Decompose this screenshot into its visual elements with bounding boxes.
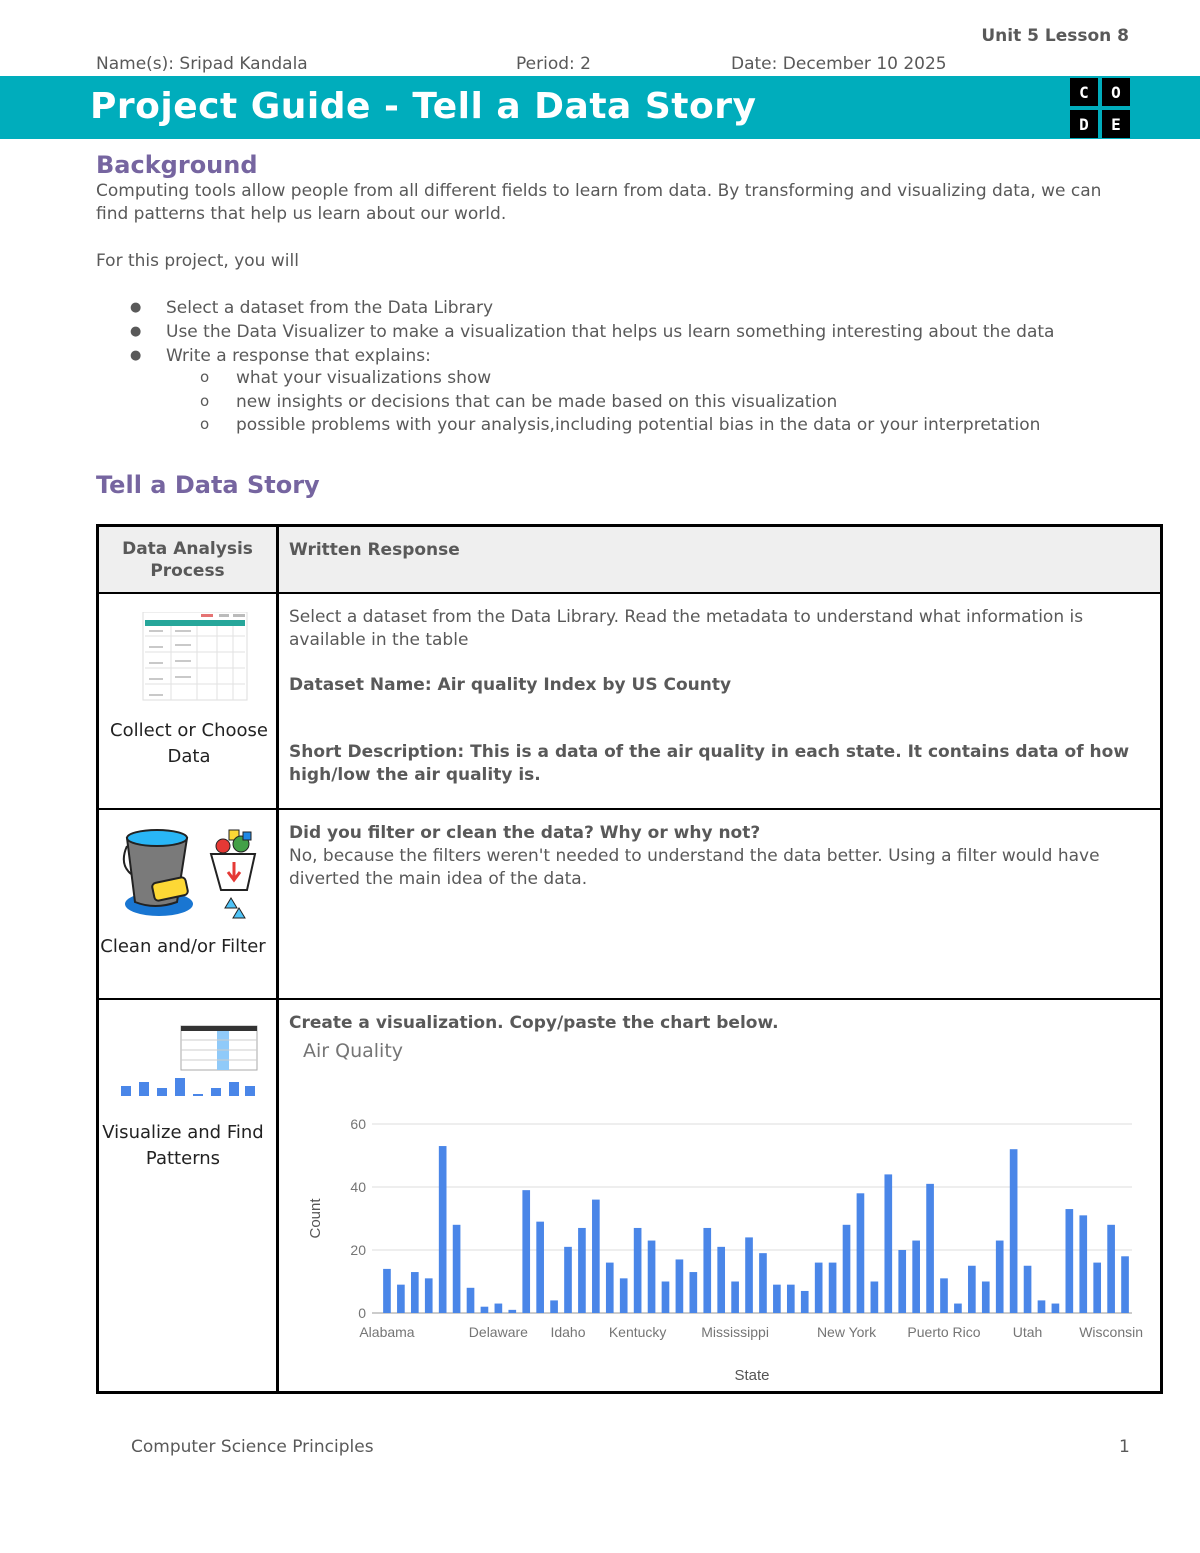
logo-letter: O (1102, 78, 1130, 106)
response-subtask-list (200, 367, 1040, 438)
bar (829, 1263, 837, 1313)
bar (1066, 1209, 1074, 1313)
bar (620, 1278, 628, 1313)
bar (439, 1146, 447, 1313)
clean-question: Did you filter or clean the data? Why or why not? (289, 823, 761, 843)
bar (690, 1272, 698, 1313)
dataset-name: Dataset Name: Air quality Index by US County (289, 675, 732, 695)
bar (982, 1282, 990, 1314)
bar (648, 1241, 656, 1313)
bar (467, 1288, 475, 1313)
x-tick-label: Mississippi (701, 1324, 769, 1340)
project-task-list (130, 296, 1054, 368)
data-table-thumbnail-icon (141, 612, 251, 702)
page-number: 1 (1119, 1437, 1130, 1457)
bar (592, 1200, 600, 1313)
y-tick-label: 20 (350, 1242, 366, 1258)
logo-letter: D (1070, 110, 1098, 138)
x-tick-label: Delaware (468, 1324, 528, 1340)
code-logo (1070, 78, 1132, 140)
bar (411, 1272, 419, 1313)
logo-letter: E (1102, 110, 1130, 138)
page-title: Project Guide - Tell a Data Story (90, 86, 757, 127)
filter-funnel-icon (209, 826, 259, 922)
bar (871, 1282, 879, 1314)
bar (481, 1307, 489, 1313)
bar (787, 1285, 795, 1313)
x-tick-label: Idaho (550, 1324, 586, 1340)
date-field: Date: December 10 2025 (731, 54, 947, 74)
x-tick-label: Utah (1012, 1324, 1043, 1340)
clean-caption: Clean and/or Filter (100, 936, 266, 957)
x-tick-label: Alabama (359, 1324, 415, 1340)
bar (717, 1247, 725, 1313)
bar (773, 1285, 781, 1313)
story-heading: Tell a Data Story (96, 471, 320, 499)
list-item: ● Select a dataset from the Data Library (130, 296, 1054, 320)
bar (1010, 1149, 1018, 1313)
collect-prompt: Select a dataset from the Data Library. Read the metadata to understand what information is available in the table (289, 607, 1084, 650)
bar (954, 1304, 962, 1313)
bar (759, 1253, 767, 1313)
bar (884, 1174, 892, 1313)
air-quality-bar-chart (300, 1100, 1150, 1390)
bar (1107, 1225, 1115, 1313)
y-tick-label: 40 (350, 1179, 366, 1195)
chart-title: Air Quality (303, 1040, 404, 1062)
bar (731, 1282, 739, 1314)
bar (676, 1259, 684, 1313)
name-field: Name(s): Sripad Kandala (96, 54, 308, 74)
bar (843, 1225, 851, 1313)
x-tick-label: Wisconsin (1079, 1324, 1144, 1340)
bar (745, 1237, 753, 1313)
visualize-prompt: Create a visualization. Copy/paste the chart below. (289, 1013, 779, 1033)
bar (912, 1241, 920, 1313)
bar (662, 1282, 670, 1314)
table-row-clean (99, 810, 1160, 1000)
x-tick-label: Kentucky (608, 1324, 667, 1340)
y-tick-label: 60 (350, 1116, 366, 1132)
y-axis-label: Count (307, 1198, 324, 1239)
project-intro: For this project, you will (96, 251, 299, 271)
bar (522, 1190, 530, 1313)
list-item: ● Use the Data Visualizer to make a visualization that helps us learn something interesting about the data (130, 320, 1054, 344)
list-item: o new insights or decisions that can be made based on this visualization (200, 391, 1040, 415)
bar (508, 1310, 516, 1313)
bar (1024, 1266, 1032, 1313)
period-field: Period: 2 (516, 54, 591, 74)
list-item: o possible problems with your analysis,including potential bias in the data or your interpretation (200, 414, 1040, 438)
bar (801, 1291, 809, 1313)
clean-answer: No, because the filters weren't needed to understand the data better. Using a filter would have diverted the main idea of the data. (289, 846, 1100, 889)
x-axis-label: State (734, 1367, 770, 1384)
table-row-collect (99, 594, 1160, 810)
background-heading: Background (96, 151, 258, 179)
bar (1052, 1304, 1060, 1313)
column-header-response: Written Response (289, 540, 460, 560)
bar (996, 1241, 1004, 1313)
title-banner (0, 76, 1200, 139)
bar (703, 1228, 711, 1313)
bar (926, 1184, 934, 1313)
bar (550, 1300, 558, 1313)
bar (453, 1225, 461, 1313)
list-item: ● Write a response that explains: (130, 344, 1054, 368)
bar (425, 1278, 433, 1313)
x-tick-label: New York (816, 1324, 877, 1340)
background-paragraph: Computing tools allow people from all different fields to learn from data. By transforming and visualizing data, we can find patterns that help us learn about our world. (96, 181, 1102, 224)
bar (857, 1193, 865, 1313)
bar (1093, 1263, 1101, 1313)
logo-letter: C (1070, 78, 1098, 106)
bar (1038, 1300, 1046, 1313)
bar (383, 1269, 391, 1313)
bar (1079, 1215, 1087, 1313)
y-tick-label: 0 (358, 1305, 366, 1321)
bar (397, 1285, 405, 1313)
table-header-row (99, 527, 1160, 594)
column-header-process: Data Analysis Process (99, 527, 279, 592)
bar (898, 1250, 906, 1313)
list-item: o what your visualizations show (200, 367, 1040, 391)
visualize-caption: Visualize and Find Patterns (102, 1122, 264, 1169)
unit-lesson-label: Unit 5 Lesson 8 (981, 26, 1129, 46)
bar (634, 1228, 642, 1313)
bucket-sponge-icon (121, 824, 201, 924)
bar (606, 1263, 614, 1313)
collect-caption: Collect or Choose Data (110, 720, 268, 767)
footer-course: Computer Science Principles (131, 1437, 374, 1457)
bar (940, 1278, 948, 1313)
bar (968, 1266, 976, 1313)
dataset-short-description: Short Description: This is a data of the air quality in each state. It contains data of how high/low the air quality is. (289, 742, 1130, 785)
bar (536, 1222, 544, 1313)
bar (564, 1247, 572, 1313)
bar (578, 1228, 586, 1313)
bar (495, 1304, 503, 1313)
x-tick-label: Puerto Rico (907, 1324, 981, 1340)
chart-thumbnail-icon (119, 1024, 259, 1104)
bar (1121, 1256, 1129, 1313)
bar (815, 1263, 823, 1313)
